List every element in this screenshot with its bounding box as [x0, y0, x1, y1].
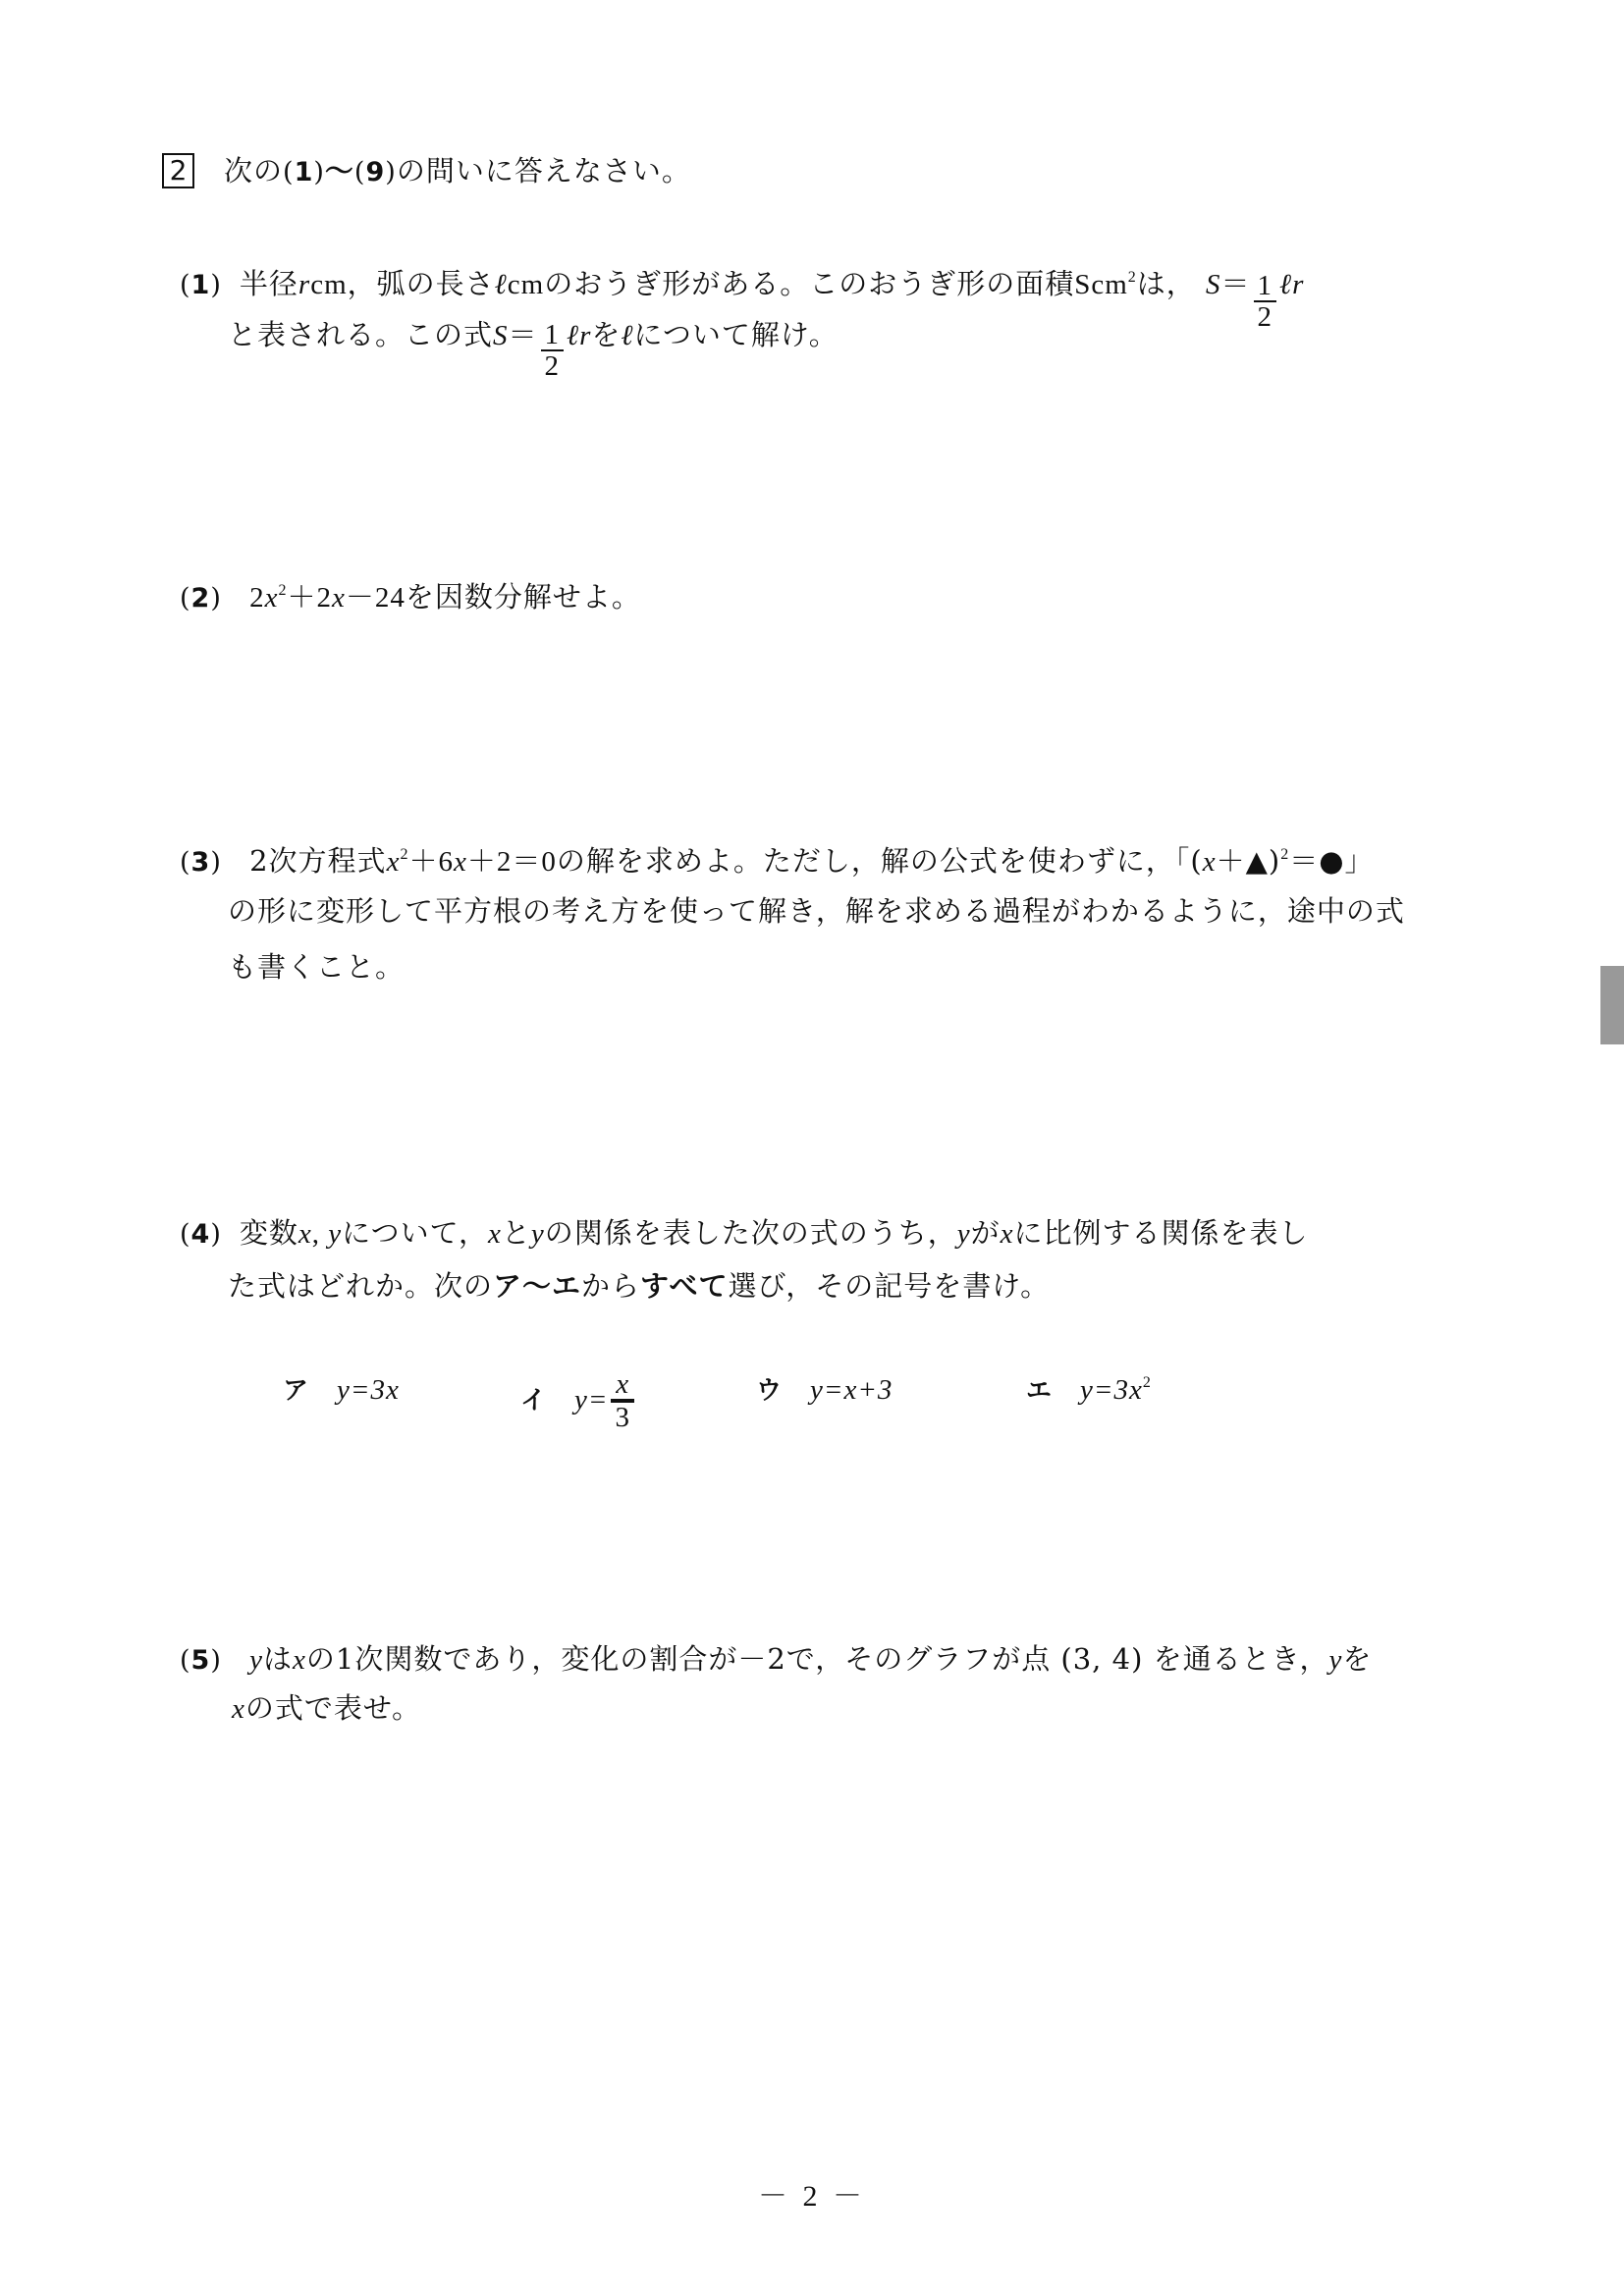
fraction-x-over-3: $\frac{x}{3}$ [611, 1369, 634, 1432]
option-a: ア y=3x [283, 1374, 400, 1406]
option-u: ウ y=x+3 [756, 1374, 893, 1406]
fraction-one-half: $\frac{1}{2}$ [541, 320, 565, 381]
question-5-line-1: (5) yはxの1次関数であり，変化の割合が－2で，そのグラフが点 (3, 4) を通るとき，yを [180, 1639, 1372, 1681]
option-label: イ [520, 1386, 548, 1415]
range-separator: 〜 [324, 154, 354, 187]
question-number: (2) [180, 583, 222, 614]
question-4-line-2: た式はどれか。次のア〜エからすべて選び，その記号を書け。 [228, 1269, 1051, 1303]
question-1-line-1: (1) 半径rcm，弧の長さℓcmのおうぎ形がある。このおうぎ形の面積Scm$^2$は， S＝ $\frac{1}{2}$ ℓr [180, 267, 1305, 333]
fraction-one-half: $\frac{1}{2}$ [1254, 271, 1277, 332]
instruction-text-tail: の問いに答えなさい。 [396, 154, 691, 187]
option-label: エ [1026, 1376, 1054, 1406]
question-1-line-2: と表される。この式S＝ $\frac{1}{2}$ ℓrをℓについて解け。 [228, 318, 839, 382]
question-number: (5) [180, 1645, 222, 1676]
page-number: － 2 － [758, 2180, 866, 2213]
section-instruction [224, 151, 691, 192]
question-number: (1) [180, 270, 222, 300]
section-number: 2 [169, 154, 188, 187]
option-label: ウ [756, 1376, 784, 1406]
question-number: (3) [180, 847, 222, 878]
question-3-line-1: (3) 2次方程式$x^2+6x+2=0$の解を求めよ。ただし，解の公式を使わずに，「(x＋▲)$^2$＝●」 [180, 841, 1375, 882]
option-e: エ $y=3x^2$ [1026, 1374, 1152, 1406]
question-4-line-1: (4) 変数x, yについて，xとyの関係を表した次の式のうち，yがxに比例する関係を表し [180, 1213, 1309, 1255]
option-i: イ y= $\frac{x}{3}$ [520, 1369, 637, 1432]
range-start: (1) [283, 157, 325, 187]
option-label: ア [283, 1376, 310, 1406]
question-number: (4) [180, 1219, 222, 1250]
side-index-tab [1600, 966, 1624, 1044]
section-number-box [162, 153, 194, 188]
question-2: (2) $2x^2+2x-24$を因数分解せよ。 [180, 577, 641, 618]
question-3-line-3: も書くこと。 [228, 950, 406, 984]
range-end: (9) [353, 157, 397, 187]
question-3-line-2: の形に変形して平方根の考え方を使って解き，解を求める過程がわかるように，途中の式 [228, 894, 1405, 928]
question-5-line-2: xの式で表せ。 [232, 1691, 422, 1725]
instruction-text: 次の [224, 154, 284, 187]
